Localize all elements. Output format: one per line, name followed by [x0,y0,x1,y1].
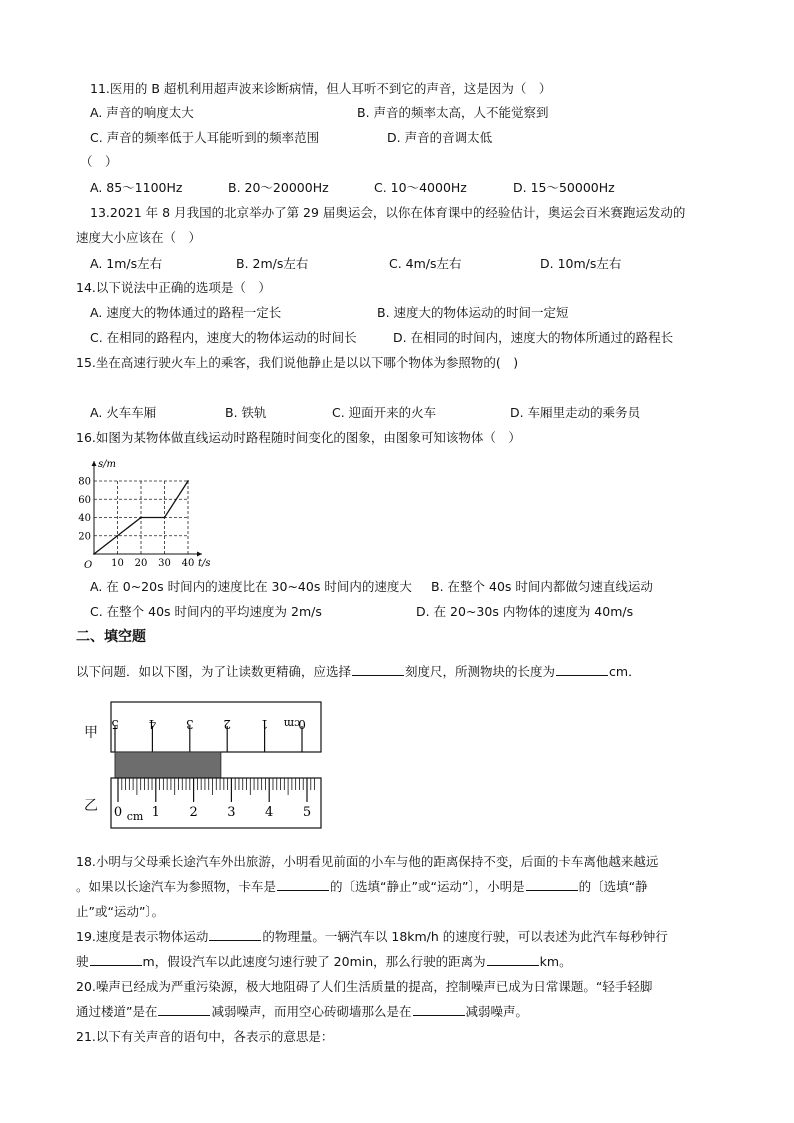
ruler-jia-unit: cm [283,717,301,730]
data-point [164,517,166,519]
origin-label: O [84,560,93,571]
q20-line1: 20.噪声已经成为严重污染源，极大地阻碍了人们生活质量的提高，控制噪声已成为日常课题。“轻手轻脚 [76,979,653,994]
q13-option-b[interactable]: B. 2m/s左右 [236,256,309,271]
q18-line1: 18.小明与父母乘长途汽车外出旅游，小明看见前面的小车与他的距离保持不变，后面的卡车离他越来越远 [76,854,659,869]
q19-blank-2[interactable] [90,953,142,966]
ruler-yi-label: 乙 [84,798,98,814]
ruler-yi-number: 2 [189,805,198,820]
q19-line2a: 驶 [76,954,89,969]
q15-option-d[interactable]: D. 车厢里走动的乘务员 [510,405,641,420]
x-axis-arrow [197,552,202,557]
q14-option-b[interactable]: B. 速度大的物体运动的时间一定短 [377,305,569,320]
q11-option-d[interactable]: D. 声音的音调太低 [387,130,493,145]
q18-line2c: 的〔选填“静 [578,879,648,894]
q12-option-a[interactable]: A. 85～1100Hz [90,180,183,195]
x-axis-label: t/s [198,558,211,569]
q12-stem: （ ） [80,154,118,169]
x-tick-label: 40 [181,558,195,569]
ruler-yi-unit: cm [126,810,144,823]
q11-stem: 11.医用的 B 超机利用超声波来诊断病情，但人耳听不到它的声音，这是因为（ ） [90,81,552,96]
q17-blank-length[interactable] [556,663,608,676]
ruler-jia-number: 3 [185,717,194,731]
q16-option-b[interactable]: B. 在整个 40s 时间内都做匀速直线运动 [431,579,653,594]
ruler-jia-number: 4 [148,717,157,731]
q18-blank-1[interactable] [277,878,329,891]
ruler-yi-number: 4 [265,805,274,820]
q18-line2a: 。如果以长途汽车为参照物，卡车是 [76,879,277,894]
x-tick-label: 10 [111,558,124,569]
q14-option-d[interactable]: D. 在相同的时间内，速度大的物体所通过的路程长 [393,330,674,345]
q17-part1: 以下问题．如以下图，为了让读数更精确，应选择 [76,664,352,679]
q19-line1b: 的物理量。一辆汽车以 18km/h 的速度行驶，可以表述为此汽车每秒钟行 [262,929,668,944]
q18-line3: 止”或“运动”〕。 [76,904,165,919]
ruler-yi-number: 3 [227,805,236,820]
ruler-yi-number: 5 [302,805,312,820]
q18-line2 [76,878,648,896]
ruler-jia-number: 5 [111,717,119,731]
q16-option-c[interactable]: C. 在整个 40s 时间内的平均速度为 2m/s [90,604,322,619]
q12-option-b[interactable]: B. 20～20000Hz [228,180,329,195]
q20-line2a: 通过楼道”是在 [76,1004,158,1019]
q19-line2c: km。 [539,954,572,969]
measured-block [115,752,221,778]
ruler-yi-number: 1 [151,805,160,820]
data-point [187,480,189,482]
q17-blank-ruler[interactable] [352,663,404,676]
q13-option-d[interactable]: D. 10m/s左右 [540,256,622,271]
q16-option-d[interactable]: D. 在 20~30s 内物体的速度为 40m/s [416,604,634,619]
q12-option-d[interactable]: D. 15～50000Hz [513,180,615,195]
q16-option-a[interactable]: A. 在 0~20s 时间内的速度比在 30~40s 时间内的速度大 [90,579,412,594]
rulers-figure [105,700,325,835]
q11-option-a[interactable]: A. 声音的响度太大 [90,105,194,120]
q14-option-c[interactable]: C. 在相同的路程内，速度大的物体运动的时间长 [90,330,357,345]
q17-part2: 刻度尺，所测物块的长度为 [405,664,556,679]
q20-line2 [76,1003,528,1021]
ruler-jia-number: 1 [260,717,269,731]
q14-stem: 14.以下说法中正确的选项是（ ） [76,280,271,295]
q18-line2b: 的〔选填“静止”或“运动”〕，小明是 [330,879,525,894]
q20-line2b: 减弱噪声，而用空心砖砌墙那么是在 [211,1004,412,1019]
q11-option-c[interactable]: C. 声音的频率低于人耳能听到的频率范围 [90,130,320,145]
q15-option-a[interactable]: A. 火车车厢 [90,405,157,420]
y-tick-label: 60 [78,494,91,506]
q19-line2b: m，假设汽车以此速度匀速行驶了 20min，那么行驶的距离为 [142,954,486,969]
data-point [93,553,95,555]
q13-stem-line2: 速度大小应该在（ ） [76,230,202,245]
q17-part3: cm． [609,664,641,679]
s-t-chart [72,455,232,573]
q13-stem-line1: 13.2021 年 8 月我国的北京举办了第 29 届奥运会，以你在体育课中的经验估计，奥运会百米赛跑运发动的 [90,205,686,220]
q18-blank-2[interactable] [526,878,578,891]
ruler-yi-number: 0 [113,805,123,820]
q13-option-a[interactable]: A. 1m/s左右 [90,256,163,271]
y-tick-label: 80 [78,476,91,488]
ruler-jia-number: 0 [298,717,306,731]
y-tick-label: 20 [78,531,91,543]
q15-option-c[interactable]: C. 迎面开来的火车 [332,405,437,420]
q19-blank-1[interactable] [209,928,261,941]
q20-blank-1[interactable] [158,1003,210,1016]
x-tick-label: 30 [158,558,171,569]
q13-option-c[interactable]: C. 4m/s左右 [389,256,462,271]
ruler-jia-number: 2 [223,717,232,731]
y-tick-label: 40 [78,513,91,524]
q17-stem [76,663,641,681]
q19-line1a: 19.速度是表示物体运动 [76,929,209,944]
q14-option-a[interactable]: A. 速度大的物体通过的路程一定长 [90,305,282,320]
q12-option-c[interactable]: C. 10～4000Hz [374,180,467,195]
ruler-jia-label: 甲 [84,725,98,741]
q15-option-b[interactable]: B. 铁轨 [225,405,267,420]
q16-stem: 16.如图为某物体做直线运动时路程随时间变化的图象，由图象可知该物体（ ） [76,430,521,445]
section-title: 二、填空题 [76,629,146,645]
q19-line2 [76,953,572,971]
q11-option-b[interactable]: B. 声音的频率太高，人不能觉察到 [357,105,549,120]
q20-line2c: 减弱噪声。 [465,1004,529,1019]
data-point [140,517,142,519]
x-tick-label: 20 [134,558,148,569]
q20-blank-2[interactable] [413,1003,465,1016]
y-axis-label: s/m [98,459,116,470]
y-axis-arrow [92,461,97,466]
q19-line1 [76,928,668,946]
q21-stem: 21.以下有关声音的语句中，各表示的意思是： [76,1029,334,1044]
q19-blank-3[interactable] [487,953,539,966]
q15-stem: 15.坐在高速行驶火车上的乘客，我们说他静止是以以下哪个物体为参照物的( ) [76,355,519,370]
